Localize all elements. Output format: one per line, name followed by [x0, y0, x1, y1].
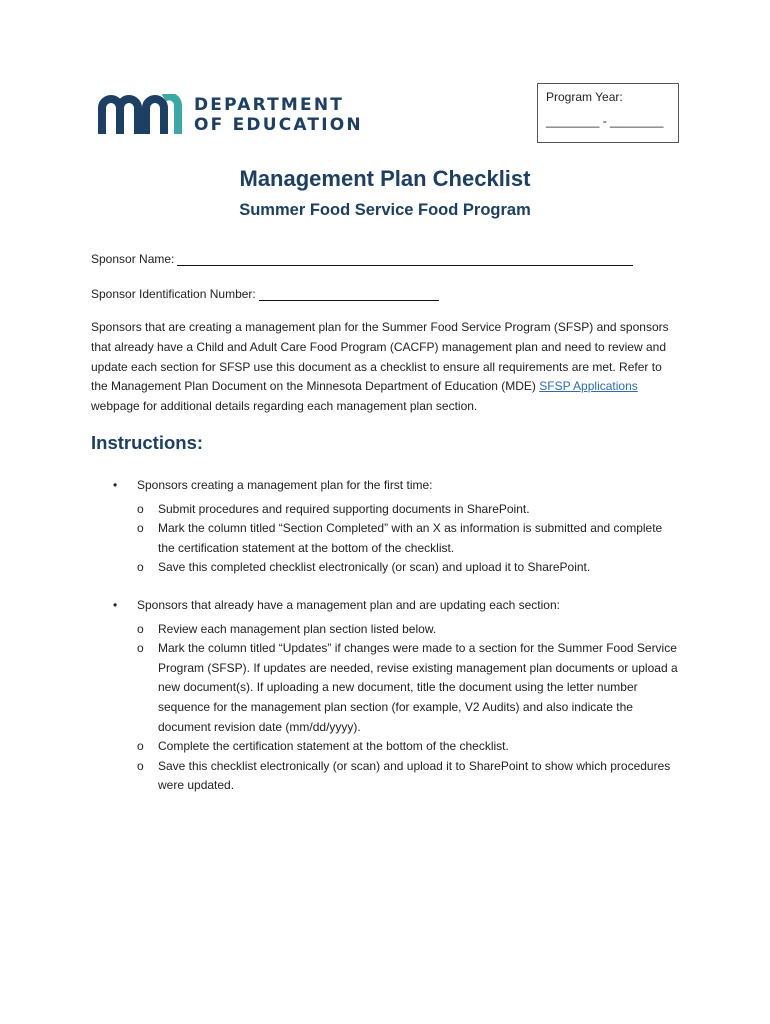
bullet-icon: •: [113, 598, 118, 612]
intro-text: Sponsors that are creating a management plan for the Summer Food Service Program (SFSP) and sponsors that already have a Child and Adult Care Food Program (CACFP) management plan and need to review and update each section for SFSP use this document as a checklist to ensure all requirements are met. Refer to the Management Plan Document on the Minnesota Department of Education (MDE): [91, 320, 669, 394]
sub-bullet-icon: o: [137, 739, 144, 754]
sfsp-applications-link[interactable]: SFSP Applications: [539, 379, 638, 394]
sub-bullet-icon: o: [137, 560, 144, 575]
sponsor-id-row: [91, 287, 439, 301]
list-item-text: Review each management plan section listed below.: [158, 621, 437, 636]
page-title: Management Plan Checklist: [239, 166, 531, 191]
list-item: [91, 476, 691, 496]
instruction-group-2: [91, 596, 691, 796]
sponsor-name-field[interactable]: [177, 253, 633, 266]
list-item: [91, 558, 678, 578]
list-item: [91, 639, 678, 737]
mn-education-logo: [98, 94, 363, 136]
sub-bullet-icon: o: [137, 521, 144, 536]
logo-line-education: OF EDUCATION: [194, 115, 363, 135]
bullet-icon: •: [113, 478, 118, 492]
group-heading: Sponsors creating a management plan for the first time:: [137, 478, 433, 492]
list-item-text: Mark the column titled “Section Completed” with an X as information is submitted and complete the certification statement at the bottom of the checklist.: [158, 521, 663, 555]
list-item: [91, 757, 678, 796]
intro-text-end: webpage for additional details regarding each management plan section.: [91, 399, 478, 414]
program-year-box: [537, 83, 679, 143]
sub-bullet-icon: o: [137, 758, 144, 773]
list-item-text: Save this completed checklist electronically (or scan) and upload it to SharePoint.: [158, 560, 591, 575]
list-item: [91, 737, 678, 757]
instruction-group-1: [91, 476, 691, 578]
sub-bullet-icon: o: [137, 501, 144, 516]
program-year-field[interactable]: ________ - ________: [546, 114, 664, 128]
page-subtitle: Summer Food Service Food Program: [239, 201, 531, 219]
sponsor-name-label: Sponsor Name:: [91, 252, 175, 266]
list-item-text: Save this checklist electronically (or scan) and upload it to SharePoint to show which procedures were updated.: [158, 758, 671, 793]
logo-line-department: DEPARTMENT: [194, 95, 345, 115]
list-item-text: Mark the column titled “Updates” if changes were made to a section for the Summer Food Service Program (SFSP). If updates are needed, revise existing management plan documents or upload a new document(s). If uploading a new document, title the document using the letter number sequence for the management plan section (for example, V2 Audits) and also indicate the document revision date (mm/dd/yyyy).: [158, 641, 678, 734]
program-year-label: Program Year:: [546, 90, 623, 104]
list-item: [91, 620, 678, 640]
sub-bullet-icon: o: [137, 641, 144, 656]
intro-paragraph: [91, 318, 681, 417]
sponsor-id-field[interactable]: [259, 288, 439, 301]
instructions-heading: Instructions:: [91, 432, 204, 453]
group-heading: Sponsors that already have a management plan and are updating each section:: [137, 598, 560, 612]
sponsor-name-row: [91, 252, 633, 266]
sponsor-id-label: Sponsor Identification Number:: [91, 287, 256, 301]
list-item: [91, 519, 678, 558]
mn-logo-icon: [98, 94, 184, 136]
list-item-text: Submit procedures and required supporting documents in SharePoint.: [158, 501, 530, 516]
logo-wordmark: [194, 94, 363, 136]
list-item: [91, 596, 691, 616]
sub-bullet-icon: o: [137, 621, 144, 636]
list-item: [91, 500, 678, 520]
list-item-text: Complete the certification statement at the bottom of the checklist.: [158, 739, 509, 754]
sub-list: [91, 620, 691, 796]
sub-list: [91, 500, 691, 578]
